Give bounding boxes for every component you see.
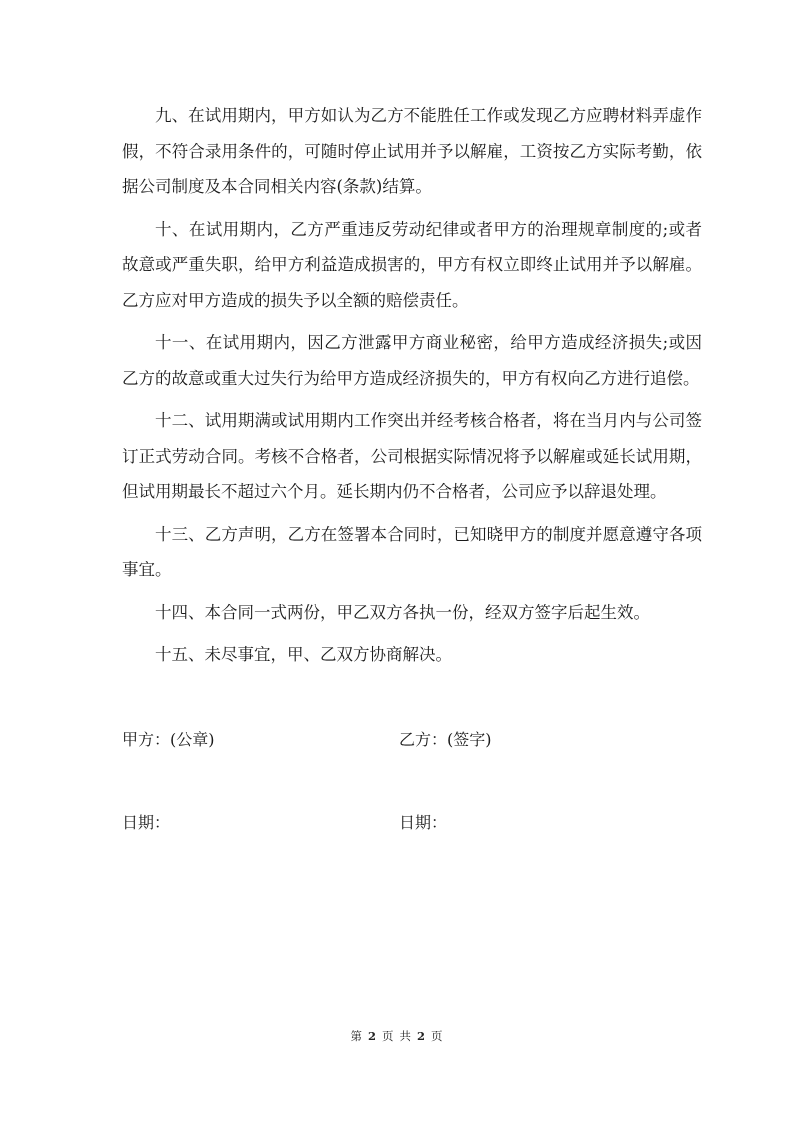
- clause-12: 十二、试用期满或试用期内工作突出并经考核合格者，将在当月内与公司签订正式劳动合同。考核不合格者，公司根据实际情况将予以解雇或延长试用期，但试用期最长不超过六个月。延长期内仍不合格者，公司应予以辞退处理。: [122, 411, 702, 501]
- contract-body: [122, 98, 702, 673]
- current-page-number: 2: [367, 1029, 376, 1043]
- party-b-signature-label: 乙方：(签字): [399, 730, 492, 749]
- footer-prefix: 第: [350, 1029, 362, 1043]
- clause-13: 十三、乙方声明，乙方在签署本合同时，已知晓甲方的制度并愿意遵守各项事宜。: [122, 524, 702, 579]
- party-a-date-label: 日期：: [122, 813, 171, 832]
- party-b-date-label: 日期：: [399, 813, 448, 832]
- total-pages-number: 2: [417, 1029, 426, 1043]
- clause-14: 十四、本合同一式两份，甲乙双方各执一份，经双方签字后起生效。: [155, 602, 650, 622]
- footer-page-word: 页: [382, 1029, 394, 1043]
- clause-9: 九、在试用期内，甲方如认为乙方不能胜任工作或发现乙方应聘材料弄虚作假，不符合录用条件的，可随时停止试用并予以解雇，工资按乙方实际考勤，依据公司制度及本合同相关内容(条款)结算。: [122, 106, 702, 196]
- party-a-seal-label: 甲方：(公章): [122, 730, 215, 749]
- clause-15: 十五、未尽事宜，甲、乙双方协商解决。: [155, 645, 452, 664]
- footer-total-word: 共: [399, 1029, 411, 1043]
- page-footer: [0, 1028, 793, 1044]
- clause-10: 十、在试用期内，乙方严重违反劳动纪律或者甲方的治理规章制度的;或者故意或严重失职，给甲方利益造成损害的，甲方有权立即终止试用并予以解雇。乙方应对甲方造成的损失予以全额的赔偿责任。: [122, 219, 702, 310]
- clause-11: 十一、在试用期内，因乙方泄露甲方商业秘密，给甲方造成经济损失;或因乙方的故意或重大过失行为给甲方造成经济损失的，甲方有权向乙方进行追偿。: [122, 333, 702, 388]
- footer-suffix: 页: [431, 1029, 443, 1043]
